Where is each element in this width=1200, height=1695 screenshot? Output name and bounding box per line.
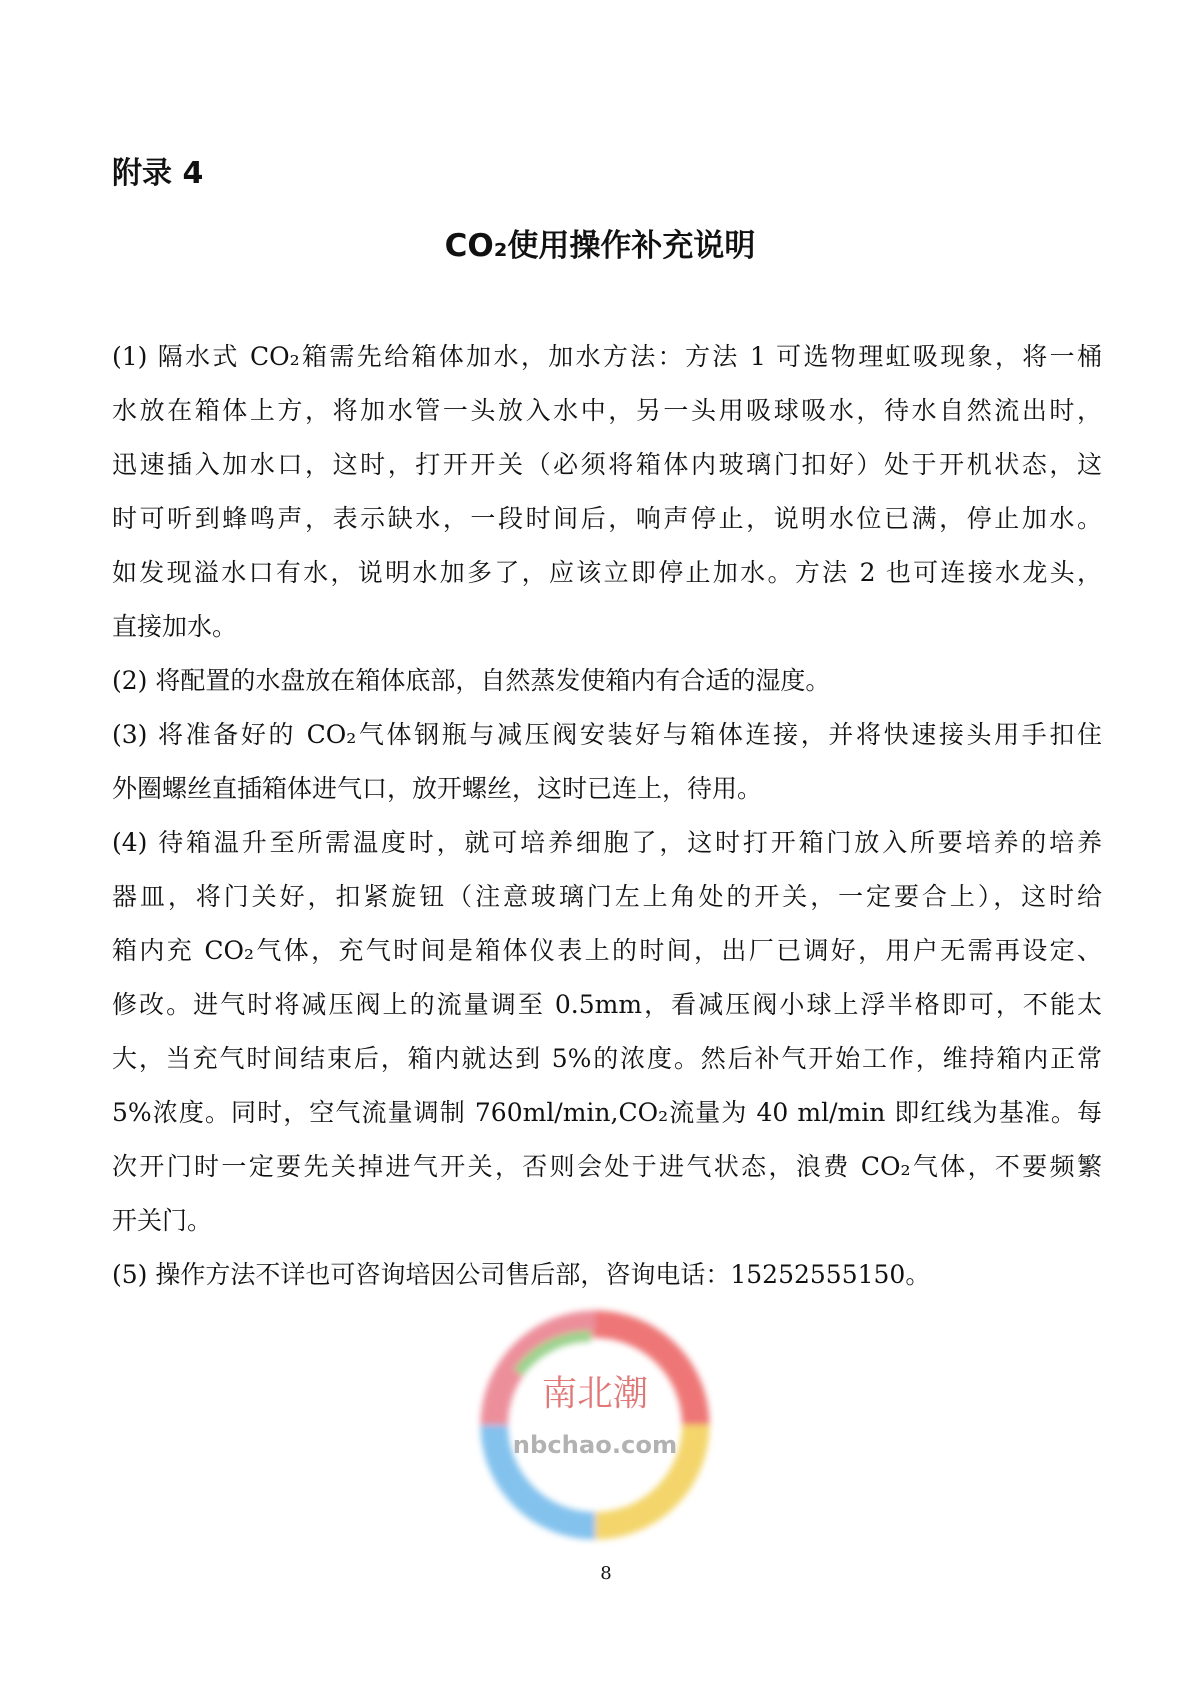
document-body	[112, 340, 1102, 1312]
text-line: (5) 操作方法不详也可咨询培因公司售后部，咨询电话：15252555150。	[112, 1260, 931, 1289]
text-line: (1) 隔水式 CO₂箱需先给箱体加水，加水方法：方法 1 可选物理虹吸现象，将一桶	[112, 342, 1102, 371]
text-line: 水放在箱体上方，将加水管一头放入水中，另一头用吸球吸水，待水自然流出时，	[112, 396, 1102, 425]
paragraph-3	[112, 718, 1102, 826]
text-line: 5%浓度。同时，空气流量调制 760ml/min,CO₂流量为 40 ml/min 即红线为基准。每	[112, 1098, 1102, 1127]
text-line: 外圈螺丝直插箱体进气口，放开螺丝，这时已连上，待用。	[112, 774, 763, 803]
paragraph-2	[112, 664, 1102, 718]
watermark-text: nbchao.com	[512, 1431, 678, 1460]
paragraph-5	[112, 1258, 1102, 1312]
page-title: CO₂使用操作补充说明	[444, 228, 756, 264]
text-line: 如发现溢水口有水，说明水加多了，应该立即停止加水。方法 2 也可连接水龙头，	[112, 558, 1102, 587]
paragraph-4	[112, 826, 1102, 1258]
paragraph-1	[112, 340, 1102, 664]
watermark-logo	[470, 1300, 720, 1550]
text-line: 器皿，将门关好，扣紧旋钮（注意玻璃门左上角处的开关，一定要合上），这时给	[112, 882, 1102, 911]
text-line: (4) 待箱温升至所需温度时，就可培养细胞了，这时打开箱门放入所要培养的培养	[112, 828, 1102, 857]
text-line: 直接加水。	[112, 612, 238, 641]
appendix-label: 附录 4	[112, 156, 204, 191]
text-line: 修改。进气时将减压阀上的流量调至 0.5mm，看减压阀小球上浮半格即可，不能太	[112, 990, 1102, 1019]
text-line: 箱内充 CO₂气体，充气时间是箱体仪表上的时间，出厂已调好，用户无需再设定、	[112, 936, 1102, 965]
text-line: 时可听到蜂鸣声，表示缺水，一段时间后，响声停止，说明水位已满，停止加水。	[112, 504, 1102, 533]
watermark-logo-text: 南北潮	[541, 1372, 649, 1414]
text-line: (3) 将准备好的 CO₂气体钢瓶与减压阀安装好与箱体连接，并将快速接头用手扣住	[112, 720, 1102, 749]
text-line: (2) 将配置的水盘放在箱体底部，自然蒸发使箱内有合适的湿度。	[112, 666, 831, 695]
text-line: 迅速插入加水口，这时，打开开关（必须将箱体内玻璃门扣好）处于开机状态，这	[112, 450, 1102, 479]
text-line: 开关门。	[112, 1206, 213, 1235]
text-line: 大，当充气时间结束后，箱内就达到 5%的浓度。然后补气开始工作，维持箱内正常	[112, 1044, 1102, 1073]
page-number: 8	[600, 1563, 612, 1584]
text-line: 次开门时一定要先关掉进气开关，否则会处于进气状态，浪费 CO₂气体，不要频繁	[112, 1152, 1102, 1181]
